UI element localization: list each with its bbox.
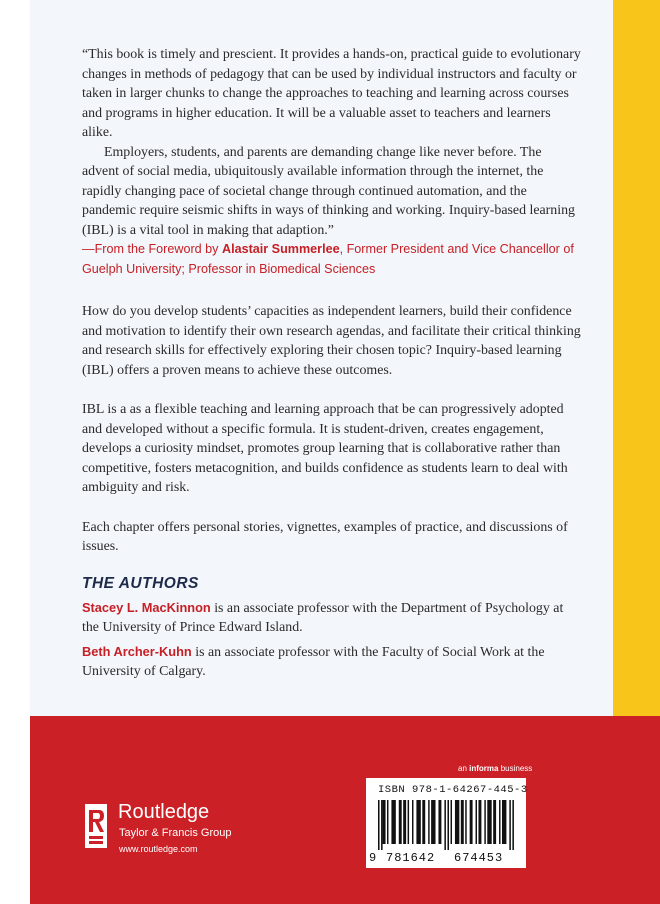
description-paragraph: Each chapter offers personal stories, vignettes, examples of practice, and discussions of issues. (82, 519, 568, 554)
barcode-left-digits: 781642 (386, 851, 436, 865)
attribution-name: Alastair Summerlee (221, 242, 340, 256)
barcode-bar (470, 800, 473, 844)
author-entry (82, 642, 582, 682)
barcode-bar (455, 800, 459, 844)
barcode-bar (447, 800, 449, 850)
author-bio: is an associate professor with the Faculty of Social Work at the University of Calgary. (82, 644, 545, 679)
praise-attribution (82, 240, 582, 279)
description-paragraph: How do you develop students’ capacities as independent learners, build their confidence and motivation to identify their own research agendas, and facilitate their critical thinking and research skills for effectively exploring their chosen topic? Inquiry-based learning (IBL) offers a proven means to achieve these outcomes. (82, 304, 581, 378)
barcode-bar (381, 800, 383, 850)
cover-text-block (82, 45, 582, 686)
informa-prefix: an (458, 764, 470, 773)
attribution-prefix: —From the Foreword by (82, 242, 222, 256)
publisher-url: www.routledge.com (119, 844, 198, 854)
routledge-logo-icon (85, 804, 107, 848)
barcode-bar (422, 800, 425, 844)
description-paragraph: IBL is a as a flexible teaching and learning approach that be can progressively adopted and developed without a specific formula. It is student-driven, creates engagement, develops a curiosity mindset, promotes group learning that is collaborative rather than competitive, fosters metacognition, and builds confidence as students learn to deal with ambiguity and risk. (82, 402, 568, 495)
barcode-bar (444, 800, 446, 850)
barcode-bar (476, 800, 477, 844)
author-bio: is an associate professor with the Department of Psychology at the University of Prince Edward Island. (82, 600, 564, 635)
barcode-bar (403, 800, 406, 844)
praise-paragraph-1: “This book is timely and prescient. It provides a hands-on, practical guide to evolutionary changes in methods of pedagogy that can be used by individual instructors and faculty or taken in larger chunks to change the approaches to teaching and learning across courses and programs in higher education. It will be a valuable asset to teachers and learners alike. (82, 47, 581, 140)
barcode-bar (378, 800, 380, 850)
publisher-name: Routledge (118, 801, 210, 823)
author-name: Beth Archer-Kuhn (82, 643, 192, 659)
barcode-bar (512, 800, 514, 850)
barcode-right-digits: 674453 (454, 851, 504, 865)
barcode-bar (412, 800, 413, 844)
barcode-bar (408, 800, 409, 844)
barcode-bar (478, 800, 481, 844)
barcode-bar (484, 800, 485, 844)
praise-paragraph-2: Employers, students, and parents are demanding change like never before. The advent of social media, ubiquitously available information through the internet, the rapidly changing pace of societal change through continued automation, and the pandemic require seismic shifts in ways of thinking and working. Inquiry-based learning (IBL) is a vital tool in making that adaption.” (82, 144, 576, 238)
informa-name: informa (469, 764, 499, 773)
barcode-bar (399, 800, 402, 844)
barcode-bar (502, 800, 506, 844)
authors-heading: THE AUTHORS (82, 574, 199, 592)
barcode-bar (438, 800, 441, 844)
barcode-bar (387, 800, 388, 844)
author-name: Stacey L. MacKinnon (82, 599, 211, 615)
barcode-bar (487, 800, 491, 844)
barcode-bar (493, 800, 496, 844)
barcode-bar (431, 800, 435, 844)
barcode-bar (416, 800, 420, 844)
barcode-bar (465, 800, 466, 844)
informa-suffix: business (498, 764, 533, 773)
book-back-cover (30, 0, 660, 904)
barcode-bar (391, 800, 395, 844)
attribution-suffix: , Former President and Vice Chancellor of Guelph University; Professor in Biomedical Sciences (82, 242, 574, 276)
yellow-spine-strip (613, 0, 660, 716)
barcode-bar (499, 800, 500, 844)
barcode-bar (461, 800, 464, 844)
isbn-label: ISBN 978-1-64267-445-3 (378, 784, 528, 796)
informa-tag (458, 764, 532, 774)
barcode-bars-icon (378, 800, 514, 850)
barcode-bar (451, 800, 452, 844)
barcode-bar (428, 800, 429, 844)
publisher-group: Taylor & Francis Group (119, 827, 232, 839)
barcode-first-digit: 9 (369, 851, 377, 865)
publisher-band (30, 716, 660, 904)
barcode-bar (383, 800, 386, 844)
author-entry (82, 598, 582, 638)
isbn-barcode (366, 778, 526, 868)
barcode-bar (509, 800, 511, 850)
